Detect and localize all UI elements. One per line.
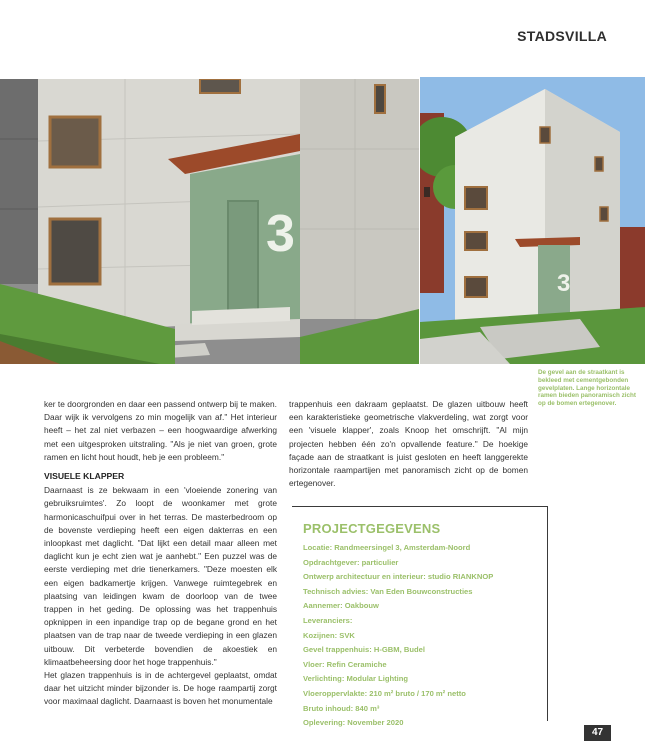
- project-detail: Vloer: Refin Ceramiche: [303, 659, 387, 669]
- project-detail: Gevel trappenhuis: H-GBM, Budel: [303, 645, 425, 655]
- project-detail: Verlichting: Modular Lighting: [303, 674, 409, 684]
- subheading: VISUELE KLAPPER: [44, 471, 125, 482]
- article-column-1: [44, 398, 277, 709]
- project-detail: Oplevering: November 2020: [303, 718, 404, 728]
- paragraph: Het glazen trappenhuis is in de achtergevel geplaatst, omdat daar het uitzicht minder bijzonder is. De hoge raampartij zorgt voor maximaal daglicht. Daarnaast is boven het monumentale: [44, 670, 277, 707]
- project-detail: Kozijnen: SVK: [303, 630, 355, 640]
- photo-right: [420, 77, 645, 364]
- photo-left: [0, 79, 419, 364]
- paragraph: ker te doorgronden en daar een passend ontwerp bij te maken. Daar wijk ik vervolgens zo min mogelijk van af." Het interieur heeft – het zal niet verbazen – een hoogwaardige afwerking met een uitgesproken uitstraling. "Als je niet van groen, grote ramen en licht hout houdt, heb je een probleem.": [44, 399, 277, 462]
- project-title: PROJECTGEGEVENS: [303, 521, 441, 536]
- photo-caption: De gevel aan de straatkant is bekleed met cementgebonden gevelplaten. Lange horizontale ramen bieden panoramisch zicht op de bomen ertegenover.: [538, 369, 636, 408]
- project-detail: Leveranciers:: [303, 615, 353, 625]
- project-detail: Bruto inhoud: 840 m³: [303, 703, 380, 713]
- project-details-list: [303, 541, 553, 731]
- paragraph: trappenhuis een dakraam geplaatst. De glazen uitbouw heeft een karakteristieke geometrische vlakverdeling, wat zorgt voor een 'visuele klapper', zoals Knoop het omschrijft. "Al mijn projecten hebben één zo'n opvallende feature." De hoekige façade aan de straatkant is juist gesloten en heeft langgerekte horizontale raampartijen met panoramisch zicht op de bomen ertegenover.: [289, 399, 528, 489]
- article-column-2: [289, 398, 528, 490]
- house-number-left: 3: [266, 205, 295, 263]
- project-detail: Ontwerp architectuur en interieur: studio RIANKNOP: [303, 572, 494, 582]
- house-number-right: 3: [557, 270, 571, 297]
- section-title: STADSVILLA: [517, 28, 607, 44]
- page-number-badge: 47: [584, 725, 611, 741]
- paragraph: Daarnaast is ze bekwaam in een 'vloeiende zonering van gebruiksruimtes'. Zo loopt de woonkamer met grote harmonicaschuifpui over in het terras. De masterbedroom op de bovenste verdieping heeft een eigen dakterras en een inloopkast met daglicht. "Dat lijkt een detail maar alleen met daglicht kun je echt zien wat je aanhebt." Een puzzel was de eerste verdieping met drie tienerkamers. "Deze moesten elk een eigen badkamertje krijgen. Vanwege ruimtegebrek en plaatsing van leidingen kwam de doorloop van de twee trappen in het geding. De oplossing was het trappenhuis opknippen in een inpandige trap op de begane grond en het plaatsen van de trap naar de tweede verdieping in een glazen uitbouw. Dit verbeterde bovendien de akoestiek en klimaatbeheersing door het hoge trappenhuis.": [44, 485, 277, 667]
- project-detail: Technisch advies: Van Eden Bouwconstructies: [303, 586, 473, 596]
- project-detail: Aannemer: Oakbouw: [303, 601, 379, 611]
- project-detail: Vloeroppervlakte: 210 m² bruto / 170 m² netto: [303, 688, 466, 698]
- project-detail: Opdrachtgever: particulier: [303, 557, 399, 567]
- project-detail: Locatie: Randmeersingel 3, Amsterdam-Noord: [303, 543, 471, 552]
